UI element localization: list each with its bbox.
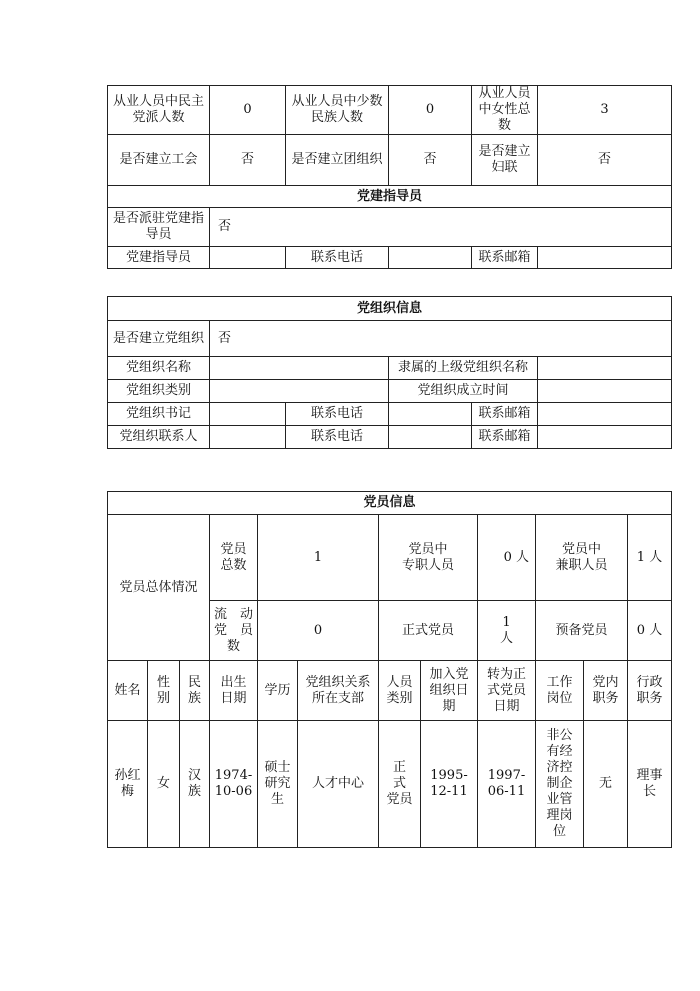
party-org-established-label: 是否建立党组织 (108, 321, 210, 357)
col-join-date-header: 加入党 组织日 期 (421, 661, 478, 721)
employee-stats-table (107, 85, 672, 269)
party-org-type-label: 党组织类别 (108, 380, 210, 403)
secretary-email-value (538, 403, 672, 426)
total-members-label: 党员 总数 (210, 515, 258, 601)
secretary-phone-value (389, 403, 472, 426)
contact-email-label: 联系邮箱 (472, 426, 538, 449)
instructor-email-label: 联系邮箱 (472, 247, 538, 269)
col-post-header: 工作 岗位 (536, 661, 584, 721)
member-birth: 1974- 10-06 (210, 721, 258, 848)
col-name-header: 姓名 (108, 661, 148, 721)
col-branch-header: 党组织关系 所在支部 (298, 661, 379, 721)
party-secretary-value (210, 403, 286, 426)
party-org-section-title: 党组织信息 (108, 297, 672, 321)
trade-union-label: 是否建立工会 (108, 135, 210, 186)
contact-phone-label: 联系电话 (286, 426, 389, 449)
member-education: 硕士 研究 生 (258, 721, 298, 848)
instructor-value (210, 247, 286, 269)
formal-members-label: 正式党员 (379, 601, 478, 661)
col-type-header: 人员 类别 (379, 661, 421, 721)
fulltime-members-value: 0 人 (478, 515, 536, 601)
col-ethnicity-header: 民 族 (180, 661, 210, 721)
col-education-header: 学历 (258, 661, 298, 721)
parent-org-name-label: 隶属的上级党组织名称 (389, 357, 538, 380)
member-type: 正 式 党员 (379, 721, 421, 848)
probation-members-label: 预备党员 (536, 601, 628, 661)
party-org-name-value (210, 357, 389, 380)
member-party-post: 无 (584, 721, 628, 848)
youth-league-value: 否 (389, 135, 472, 186)
instructor-phone-value (389, 247, 472, 269)
formal-members-value: 1 人 (478, 601, 536, 661)
instructor-phone-label: 联系电话 (286, 247, 389, 269)
party-org-type-value (210, 380, 389, 403)
instructor-label: 党建指导员 (108, 247, 210, 269)
minority-count-label: 从业人员中少数民族人数 (286, 86, 389, 135)
party-org-established-value: 否 (210, 321, 672, 357)
instructor-email-value (538, 247, 672, 269)
democratic-party-count-value: 0 (210, 86, 286, 135)
parttime-members-value: 1 人 (628, 515, 672, 601)
contact-email-value (538, 426, 672, 449)
parent-org-name-value (538, 357, 672, 380)
minority-count-value: 0 (389, 86, 472, 135)
party-contact-value (210, 426, 286, 449)
party-instructor-section-title: 党建指导员 (108, 186, 672, 208)
instructor-assigned-value: 否 (210, 208, 672, 247)
trade-union-value: 否 (210, 135, 286, 186)
floating-members-value: 0 (258, 601, 379, 661)
secretary-email-label: 联系邮箱 (472, 403, 538, 426)
floating-members-label: 流 动 党 员 数 (210, 601, 258, 661)
secretary-phone-label: 联系电话 (286, 403, 389, 426)
party-org-founded-label: 党组织成立时间 (389, 380, 538, 403)
women-federation-label: 是否建立妇联 (472, 135, 538, 186)
member-name: 孙红 梅 (108, 721, 148, 848)
col-birth-header: 出生 日期 (210, 661, 258, 721)
women-federation-value: 否 (538, 135, 672, 186)
member-ethnicity: 汉 族 (180, 721, 210, 848)
table-row (108, 721, 672, 848)
col-admin-post-header: 行政 职务 (628, 661, 672, 721)
member-columns-header-row (108, 661, 672, 721)
total-members-value: 1 (258, 515, 379, 601)
youth-league-label: 是否建立团组织 (286, 135, 389, 186)
contact-phone-value (389, 426, 472, 449)
democratic-party-count-label: 从业人员中民主党派人数 (108, 86, 210, 135)
col-formal-date-header: 转为正 式党员 日期 (478, 661, 536, 721)
party-contact-label: 党组织联系人 (108, 426, 210, 449)
party-members-section-title: 党员信息 (108, 492, 672, 515)
female-count-value: 3 (538, 86, 672, 135)
party-org-founded-value (538, 380, 672, 403)
probation-members-value: 0 人 (628, 601, 672, 661)
col-gender-header: 性 别 (148, 661, 180, 721)
instructor-assigned-label: 是否派驻党建指导员 (108, 208, 210, 247)
member-admin-post: 理事 长 (628, 721, 672, 848)
member-gender: 女 (148, 721, 180, 848)
party-secretary-label: 党组织书记 (108, 403, 210, 426)
party-org-name-label: 党组织名称 (108, 357, 210, 380)
members-overview-label: 党员总体情况 (108, 515, 210, 661)
parttime-members-label: 党员中 兼职人员 (536, 515, 628, 601)
col-party-post-header: 党内 职务 (584, 661, 628, 721)
party-members-table (107, 491, 672, 848)
female-count-label: 从业人员中女性总数 (472, 86, 538, 135)
member-formal-date: 1997- 06-11 (478, 721, 536, 848)
party-organization-table (107, 296, 672, 449)
member-post: 非公 有经 济控 制企 业管 理岗 位 (536, 721, 584, 848)
fulltime-members-label: 党员中 专职人员 (379, 515, 478, 601)
member-join-date: 1995- 12-11 (421, 721, 478, 848)
member-branch: 人才中心 (298, 721, 379, 848)
